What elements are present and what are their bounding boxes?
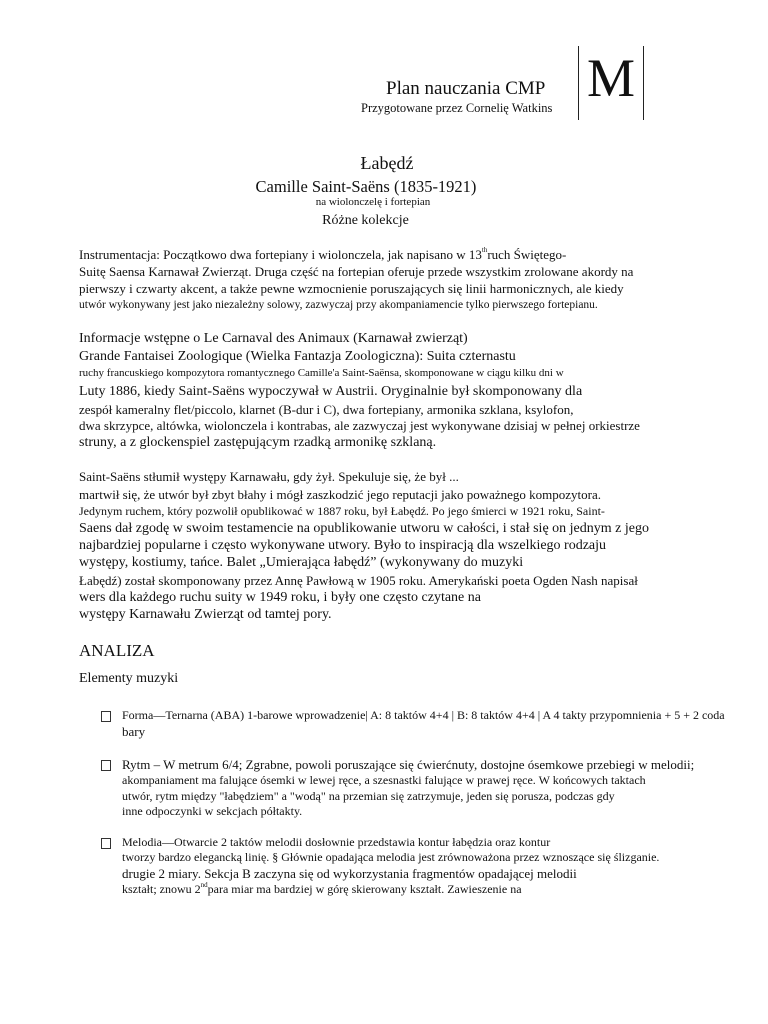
- paragraph-line: [79, 247, 566, 263]
- paragraph-line: Luty 1886, kiedy Saint-Saëns wypoczywał w Austrii. Oryginalnie był skomponowany dla: [79, 384, 583, 399]
- paragraph-line: występy Karnawału Zwierząt od tamtej pory.: [79, 607, 332, 622]
- paragraph-line: struny, a z glockenspiel zastępującym rzadką armonikę szklaną.: [79, 435, 437, 450]
- list-item-text: [122, 882, 522, 897]
- list-item-text: drugie 2 miary. Sekcja B zaczyna się od wykorzystania fragmentów opadającej melodii: [122, 866, 577, 881]
- checkbox-bullet-icon: [101, 711, 111, 722]
- ordinal-suffix: th: [481, 246, 488, 254]
- paragraph-text: ruch Świętego-: [487, 247, 567, 262]
- paragraph-line: zespół kameralny flet/piccolo, klarnet (B-dur i C), dwa fortepiany, armonika szklana, ksylofon,: [79, 402, 574, 417]
- logo: [578, 46, 644, 120]
- piece-instrumentation: na wiolonczelę i fortepian: [315, 196, 431, 208]
- list-item-text: akompaniament ma falujące ósemki w lewej ręce, a szesnastki falujące w prawej ręce. W końcowych taktach: [122, 773, 646, 787]
- list-item-text: bary: [122, 724, 146, 739]
- paragraph-text: Instrumentacja: Początkowo dwa fortepiany i wiolonczela, jak napisano w 13: [79, 247, 482, 262]
- header-title: Plan nauczania CMP: [386, 78, 546, 99]
- piece-composer: Camille Saint-Saëns (1835-1921): [255, 177, 477, 196]
- piece-collection: Różne kolekcje: [322, 213, 409, 228]
- ordinal-suffix: nd: [200, 881, 208, 889]
- paragraph-line: Łabędź) został skomponowany przez Annę Pawłową w 1905 roku. Amerykański poeta Ogden Nash napisał: [79, 573, 638, 588]
- paragraph-line: martwił się, że utwór był zbyt błahy i mógł zaszkodzić jego reputacji jako poważnego kompozytora.: [79, 487, 602, 502]
- paragraph-line: najbardziej popularne i często wykonywane utwory. Było to inspiracją dla wszelkiego rodzaju: [79, 538, 607, 553]
- paragraph-line: Saint-Saëns stłumił występy Karnawału, gdy żył. Spekuluje się, że był ...: [79, 469, 459, 484]
- list-item-text: tworzy bardzo elegancką linię. § Głównie opadająca melodia jest zrównoważona przez wznoszące się ślizganie.: [122, 850, 660, 864]
- paragraph-line: Grande Fantaisei Zoologique (Wielka Fantazja Zoologiczna): Suita czternastu: [79, 349, 516, 364]
- analysis-heading: ANALIZA: [79, 641, 155, 660]
- paragraph-line: pierwszy i czwarty akcent, a także pewne wzmocnienie poruszających się linii harmonicznych, ale kiedy: [79, 281, 624, 296]
- list-item-text: utwór, rytm między "łabędziem" a "wodą" na przemian się zatrzymuje, jeden się porusza, podczas gdy: [122, 789, 615, 803]
- paragraph-line: występy, kostiumy, tańce. Balet „Umierająca łabędź” (wykonywany do muzyki: [79, 555, 524, 570]
- piece-title: Łabędź: [360, 153, 414, 173]
- list-item-text: inne odpoczynki w sekcjach półtakty.: [122, 804, 303, 818]
- paragraph-line: Saens dał zgodę w swoim testamencie na opublikowanie utworu w całości, i stał się on jednym z jego: [79, 521, 649, 536]
- list-item-text: Melodia—Otwarcie 2 taktów melodii dosłownie przedstawia kontur łabędzia oraz kontur: [122, 835, 551, 849]
- paragraph-line: ruchy francuskiego kompozytora romantycznego Camille'a Saint-Saënsa, skomponowane w ciągu kilku dni w: [79, 367, 564, 379]
- list-item-text-part: kształt; znowu 2: [122, 882, 201, 896]
- list-item-text-part: para miar ma bardziej w górę skierowany kształt. Zawieszenie na: [207, 882, 522, 896]
- paragraph-line: wers dla każdego ruchu suity w 1949 roku, i były one często czytane na: [79, 590, 481, 605]
- paragraph-line: dwa skrzypce, altówka, wiolonczela i kontrabas, ale zazwyczaj jest wykonywane dzisiaj w pełnej orkiestrze: [79, 418, 640, 433]
- paragraph-line: utwór wykonywany jest jako niezależny solowy, zazwyczaj przy akompaniamencie tylko pierwszego fortepianu.: [79, 299, 598, 311]
- checkbox-bullet-icon: [101, 760, 111, 771]
- list-item-text: Rytm – W metrum 6/4; Zgrabne, powoli poruszające się ćwierćnuty, dostojne ósemkowe przebiegi w melodii;: [122, 757, 695, 772]
- paragraph-line: Suitę Saensa Karnawał Zwierząt. Druga część na fortepian oferuje przede wszystkim zrolowane akordy na: [79, 264, 634, 279]
- paragraph-line: Informacje wstępne o Le Carnaval des Animaux (Karnawał zwierząt): [79, 331, 468, 346]
- analysis-subheading: Elementy muzyki: [79, 671, 179, 686]
- list-item-text: Forma—Ternarna (ABA) 1-barowe wprowadzenie| A: 8 taktów 4+4 | B: 8 taktów 4+4 | A 4 takty przypomnienia + 5 + 2 coda: [122, 708, 725, 722]
- checkbox-bullet-icon: [101, 838, 111, 849]
- paragraph-line: Jedynym ruchem, który pozwolił opublikować w 1887 roku, był Łabędź. Po jego śmierci w 1921 roku, Saint-: [79, 504, 605, 518]
- logo-letter: M: [586, 48, 635, 108]
- header-subtitle: Przygotowane przez Cornelię Watkins: [361, 101, 553, 115]
